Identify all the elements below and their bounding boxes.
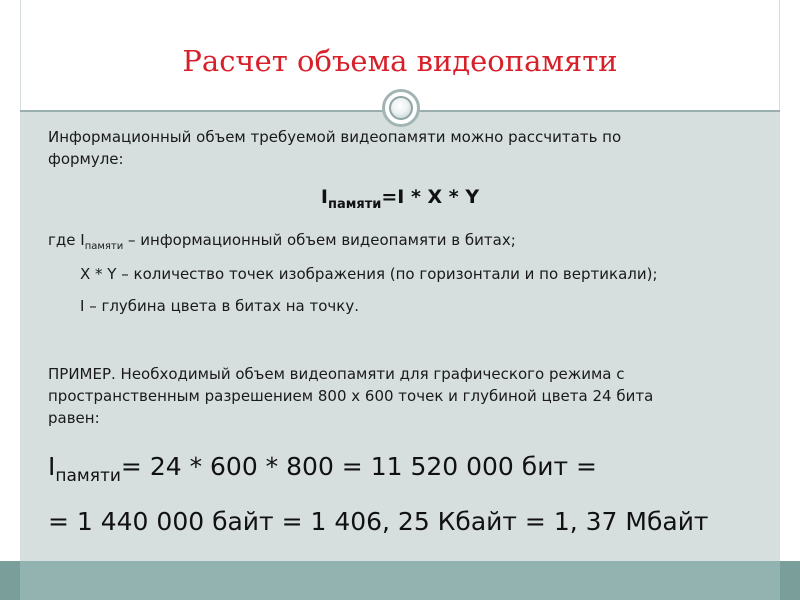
where-line-3: I – глубина цвета в битах на точку. [80,297,359,315]
example-line-2: пространственным разрешением 800 х 600 точек и глубиной цвета 24 бита [48,387,654,405]
calc-sub: памяти [55,466,121,486]
example-line-3: равен: [48,409,100,427]
calc-rest: = 24 * 600 * 800 = 11 520 000 бит = [120,452,597,481]
footer-band [0,561,800,600]
where-prefix: где I [48,231,85,249]
formula-main: I [320,186,328,208]
footer-band-inner [20,561,780,600]
calc-line-2: = 1 440 000 байт = 1 406, 25 Кбайт = 1, 37 Мбайт [48,507,709,536]
where-sub: памяти [84,241,124,252]
calc-line-1 [48,452,597,486]
intro-line-2: формуле: [48,150,124,168]
slide-title: Расчет объема видеопамяти [182,44,618,78]
circle-ornament-icon [382,89,420,127]
where-line-1 [48,230,516,257]
example-line-1: ПРИМЕР. Необходимый объем видеопамяти для графического режима с [48,365,625,383]
formula [0,186,800,212]
formula-rest: =I * X * Y [381,186,480,208]
content-panel [20,111,780,561]
where-line-2: X * Y – количество точек изображения (по горизонтали и по вертикали); [80,265,658,283]
calc-main: I [48,452,56,481]
formula-sub: памяти [327,196,382,212]
where-rest: – информационный объем видеопамяти в битах; [123,231,516,249]
intro-line-1: Информационный объем требуемой видеопамяти можно рассчитать по [48,128,622,146]
